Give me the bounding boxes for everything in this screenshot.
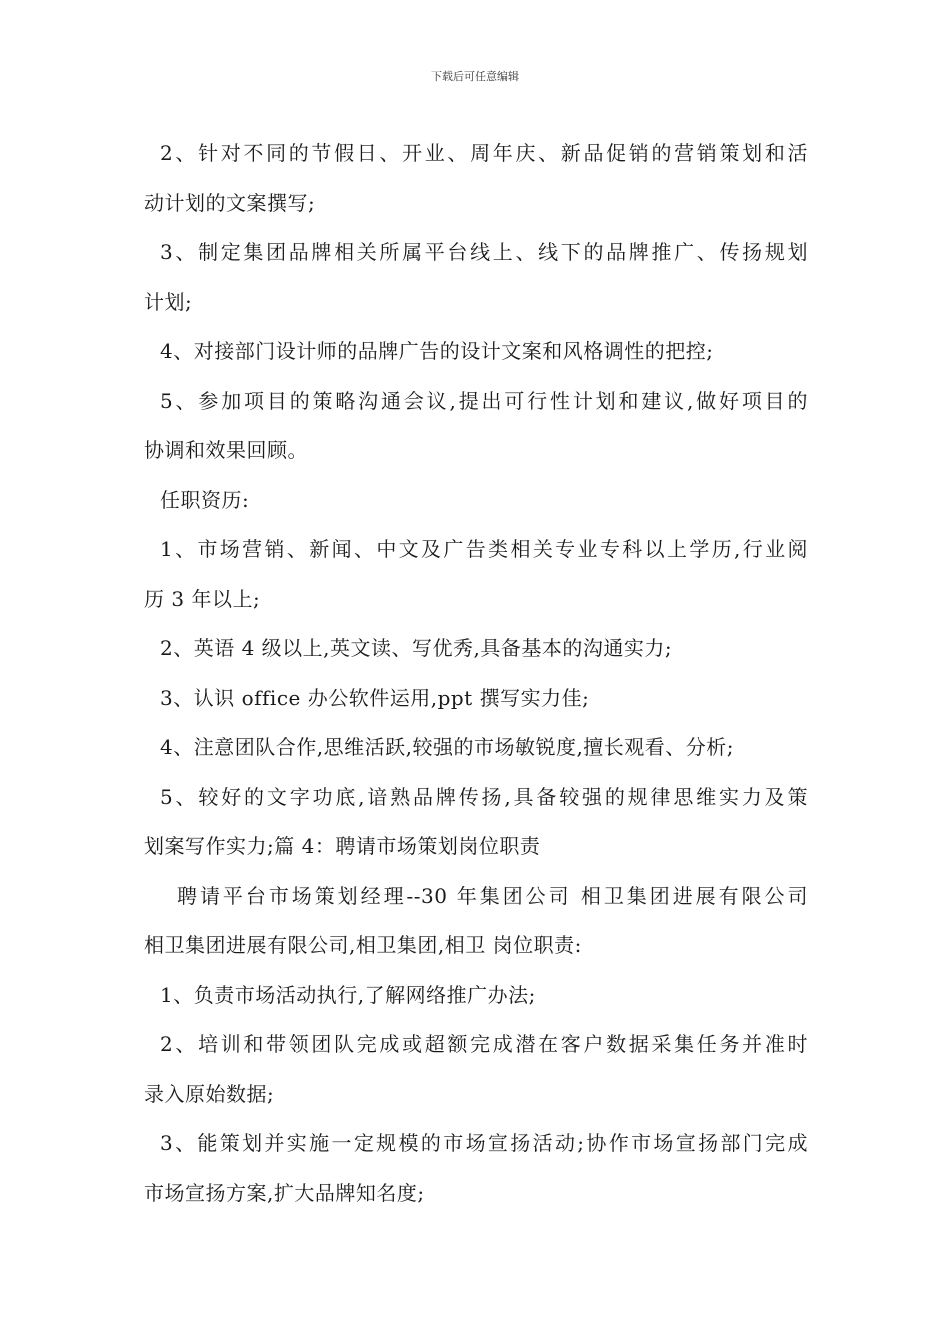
paragraph-line: 3、能策划并实施一定规模的市场宣扬活动;协作市场宣扬部门完成 bbox=[160, 1131, 808, 1155]
paragraph-line: 1、负责市场活动执行,了解网络推广办法; bbox=[160, 982, 536, 1007]
paragraph-line: 相卫集团进展有限公司,相卫集团,相卫 岗位职责: bbox=[144, 933, 582, 957]
paragraph-line: 历 3 年以上; bbox=[144, 586, 261, 611]
paragraph-line: 计划; bbox=[144, 289, 193, 314]
section-heading: 任职资历: bbox=[160, 487, 250, 512]
paragraph-line: 协调和效果回顾。 bbox=[144, 438, 308, 462]
paragraph-line: 4、注意团队合作,思维活跃,较强的市场敏锐度,擅长观看、分析; bbox=[160, 735, 735, 759]
paragraph-line: 录入原始数据; bbox=[144, 1081, 275, 1106]
paragraph-line: 市场宣扬方案,扩大品牌知名度; bbox=[144, 1180, 425, 1205]
paragraph-line: 划案写作实力;篇 4：聘请市场策划岗位职责 bbox=[144, 834, 541, 858]
paragraph-line: 4、对接部门设计师的品牌广告的设计文案和风格调性的把控; bbox=[160, 339, 714, 363]
paragraph-line: 3、制定集团品牌相关所属平台线上、线下的品牌推广、传扬规划 bbox=[160, 240, 808, 264]
paragraph-line: 2、培训和带领团队完成或超额完成潜在客户数据采集任务并准时 bbox=[160, 1032, 808, 1056]
paragraph-line: 聘请平台市场策划经理--30 年集团公司 相卫集团进展有限公司 bbox=[177, 883, 808, 908]
paragraph-line: 3、认识 office 办公软件运用,ppt 撰写实力佳; bbox=[160, 685, 590, 710]
page-header: 下载后可任意编辑 bbox=[431, 70, 519, 83]
paragraph-line: 5、较好的文字功底,谙熟品牌传扬,具备较强的规律思维实力及策 bbox=[160, 784, 808, 809]
paragraph-line: 动计划的文案撰写; bbox=[144, 190, 316, 215]
paragraph-line: 2、针对不同的节假日、开业、周年庆、新品促销的营销策划和活 bbox=[160, 141, 808, 165]
paragraph-line: 2、英语 4 级以上,英文读、写优秀,具备基本的沟通实力; bbox=[160, 636, 673, 660]
document-body bbox=[144, 129, 808, 1218]
paragraph-line: 1、市场营销、新闻、中文及广告类相关专业专科以上学历,行业阅 bbox=[160, 537, 808, 561]
paragraph-line: 5、参加项目的策略沟通会议,提出可行性计划和建议,做好项目的 bbox=[160, 388, 808, 413]
